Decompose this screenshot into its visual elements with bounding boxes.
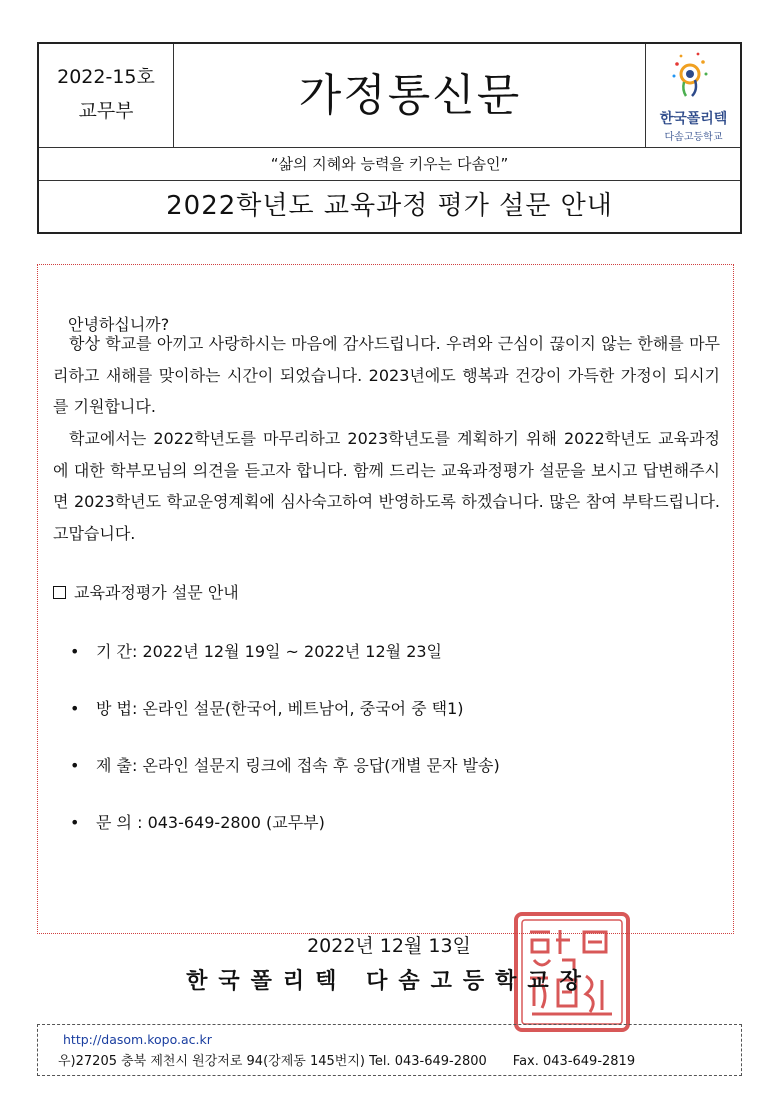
section-title: 교육과정평가 설문 안내	[74, 583, 239, 602]
principal-signature: 한국폴리텍 다솜고등학교장	[186, 969, 592, 994]
logo-name: 한국폴리텍	[659, 111, 728, 127]
letter-body	[37, 264, 734, 934]
newsletter-header	[37, 42, 742, 234]
bullet-icon: •	[70, 813, 80, 832]
greeting: 안녕하십니까?	[68, 315, 170, 334]
bullet-icon: •	[70, 642, 80, 661]
issue-date: 2022년 12월 13일	[307, 935, 471, 957]
page-title: 가정통신문	[298, 70, 522, 121]
school-motto: “삶의 지혜와 능력을 키우는 다솜인”	[39, 148, 740, 181]
bullet-text: : 043-649-2800 (교무부)	[132, 813, 325, 832]
school-website-link[interactable]: http://dasom.kopo.ac.kr	[63, 1032, 212, 1047]
bullet-label: 제 출	[96, 756, 132, 775]
header-top-row	[39, 44, 740, 148]
list-item	[70, 638, 442, 666]
footer	[37, 1024, 742, 1076]
bullet-text: : 2022년 12월 19일 ~ 2022년 12월 23일	[132, 642, 443, 661]
logo-emblem-icon	[646, 44, 741, 108]
list-item	[70, 695, 464, 723]
logo-school: 다솜고등학교	[664, 132, 723, 143]
bullet-icon: •	[70, 756, 80, 775]
fax-number: Fax. 043-649-2819	[512, 1054, 636, 1069]
school-logo	[645, 44, 741, 147]
department: 교무부	[78, 100, 134, 122]
issue-number: 2022-15호	[57, 66, 155, 88]
paragraph-2: 학교에서는 2022학년도를 마무리하고 2023학년도를 계획하기 위해 2022학년도 교육과정에 대한 학부모님의 의견을 듣고자 합니다. 함께 드리는 교육과정평가 설문을 보시고 답변해주시면 2023학년도 학교운영계획에 심사숙고하여 반영하도록 하겠습니다. 많은 참여 부탁드립니다. 고맙습니다.	[53, 429, 720, 543]
bullet-label: 문 의	[96, 813, 132, 832]
bullet-label: 방 법	[96, 699, 132, 718]
bullet-icon: •	[70, 699, 80, 718]
paragraph-1: 항상 학교를 아끼고 사랑하시는 마음에 감사드립니다. 우려와 근심이 끊이지 않는 한해를 마무리하고 새해를 맞이하는 시간이 되었습니다. 2023년에도 행복과 건강이 가득한 가정이 되시기를 기원합니다.	[53, 334, 720, 416]
bullet-text: : 온라인 설문(한국어, 베트남어, 중국어 중 택1)	[132, 699, 464, 718]
bullet-text: : 온라인 설문지 링크에 접속 후 응답(개별 문자 발송)	[132, 756, 500, 775]
contact-info	[58, 1053, 728, 1071]
document-subtitle: 2022학년도 교육과정 평가 설문 안내	[166, 191, 613, 221]
list-item	[70, 752, 500, 780]
list-item	[70, 809, 325, 837]
checkbox-square-icon	[53, 586, 66, 599]
bullet-label: 기 간	[96, 642, 132, 661]
school-address: 우)27205 충북 제천시 원강저로 94(강제동 145번지) Tel. 043-649-2800	[58, 1054, 487, 1069]
issue-info	[39, 44, 174, 147]
section-heading	[53, 579, 239, 607]
